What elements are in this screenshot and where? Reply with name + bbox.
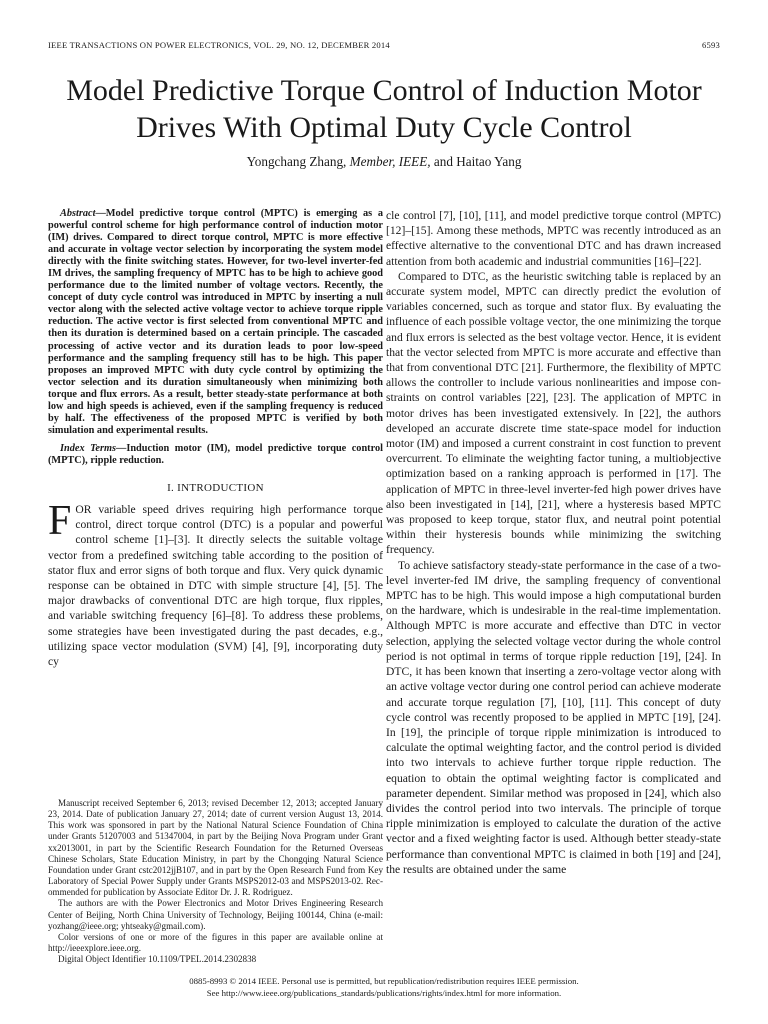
copyright-line: 0885-8993 © 2014 IEEE. Personal use is permitted, but republication/redistribution requires IEEE permission. [189, 976, 579, 986]
left-column [48, 208, 383, 669]
author-list [40, 154, 728, 170]
author-name-2: and Haitao Yang [433, 154, 522, 169]
intro-paragraph-text: OR variable speed drives requiring high performance torque control, direct torque control (DTC) is a popular and powerful control scheme [1]–[3]. It directly selects the suitable voltage vector from a predefined switching table according to the position of stator flux and error signs of both torque and flux. Very quick dynamic response can be obtained in DTC with simple structure [4], [5]. The major drawbacks of conventional DTC are high torque, flux ripples, and variable switching frequency [6]–[8]. To address these problems, some strategies have been investigated during the past decades, e.g., utilizing space vector modulation (SVM) [4], [9], incorporating duty cy [48, 502, 383, 669]
abstract [48, 208, 383, 437]
section-title-initial: I [177, 481, 182, 494]
introduction-body [48, 497, 383, 669]
right-paragraph-1: cle control [7], [10], [11], and model predictive torque control (MPTC) [12]–[15]. Among these methods, MPTC was recently introduced as an effective alternative to the conventional DTC and has drawn increased attention from both academic and industrial communities [16]–[22]. [386, 209, 721, 268]
abstract-text: —Model predictive torque control (MPTC) is emerging as a powerful control scheme for high performance control of induction motor (IM) drives. Compared to direct torque control, MPTC is more effective and accurate in voltage vector selection by incorporating the system model directly with the finite switching states. However, for two-level inverter-fed IM drives, the sampling frequency of MPTC has to be high to achieve good performance due to the limited number of voltage vectors. Recently, the concept of duty cycle control was introduced in MPTC by inserting a null vector along with the selected active voltage vector to achieve torque ripple reduction. The active vector is first selected from conventional MPTC and then its duration is determined based on a certain principle. The cascaded processing of active vector and its duration leads to poor low-speed performance and the sampling frequency still has to be high. This paper proposes an improved MPTC with duty cycle control by optimizing the vector selection and its duration simultaneously when minimizing both torque and flux errors. As a result, better steady-state performance at both low and high speeds is achieved, even if the sampling frequency is reduced by half. The effectiveness of the proposed MPTC is verified by both simulation and experimental results. [48, 208, 383, 436]
section-heading-introduction [48, 482, 383, 494]
journal-citation: IEEE TRANSACTIONS ON POWER ELECTRONICS, VOL. 29, NO. 12, DECEMBER 2014 [48, 40, 390, 50]
copyright-footer [40, 975, 728, 999]
rights-info-line: See http://www.ieee.org/publications_standards/publications/rights/index.html for more information. [206, 988, 562, 998]
right-paragraph-3: To achieve satisfactory steady-state performance in the case of a two-level inverter-fed IM drive, the sampling frequency of conventional MPTC has to be high. This would impose a high computational burden on the hardware, which is undesirable in the real-time implementation. Although MPTC is more accurate and effective than DTC in vector selection, applying the selected voltage vector during the whole control period is not optimal in terms of torque ripple reduction [19], [24]. In DTC, it has been known that inserting a zero-voltage vector along with an active voltage vector during one control period can achieve moderate and accurate torque regulation [7], [10], [11]. This concept of duty cycle control was recently proposed to be applied in MPTC [19], [24]. In [19], the principle of torque ripple minimization is introduced to calculate the optimal weighting factor, and the control period is divided into two intervals to achieve further torque ripple reduction. The equation to obtain the optimal weighting factor is complicated and parameter dependent. Similar method was proposed in [24], which also divides the control period into two intervals. The principle of torque ripple minimization is employed to calculate the duration of the active vector and a fixed weighting factor is used. Although better steady-state performance than conventional MPTC is claimed in both [19] and [24], the results are obtained under the same [386, 558, 721, 876]
page-number: 6593 [702, 40, 720, 50]
author-membership: Member, IEEE, [349, 154, 431, 169]
index-terms-label: Index Terms [60, 442, 117, 454]
section-numeral: I. [167, 481, 175, 494]
intro-paragraph [48, 497, 383, 669]
paper-title [40, 72, 728, 146]
footnote-color-versions: Color versions of one or more of the figures in this paper are available online at http://ieeexplore.ieee.org. [48, 931, 383, 954]
title-line-2: Drives With Optimal Duty Cycle Control [136, 111, 632, 144]
title-line-1: Model Predictive Torque Control of Induction Motor [66, 74, 702, 107]
index-terms-text: —Induction motor (IM), model predictive torque control (MPTC), ripple reduction. [48, 442, 383, 466]
drop-cap: F [48, 497, 72, 544]
footnote-doi: Digital Object Identifier 10.1109/TPEL.2014.2302838 [58, 954, 257, 965]
author-name-1: Yongchang Zhang, [246, 154, 347, 169]
footnote-affiliation: The authors are with the Power Electronics and Motor Drives Engineering Research Center of Beijing, North China University of Technology, Beijing 100144, China (e-mail: yozhang@ieee.org; yhtseaky@gmail.com). [48, 898, 383, 931]
section-title-rest: NTRODUCTION [181, 481, 264, 494]
index-terms [48, 443, 383, 467]
abstract-label: Abstract [60, 208, 96, 219]
right-paragraph-2: Compared to DTC, as the heuristic switching table is replaced by an accurate system model, MPTC can directly predict the evolution of variables concerned, such as torque and stator flux. By evaluating the influence of each possible voltage vector, the one minimizing the torque and flux errors is selected as the best voltage vector. Hence, it is evident that the vector selected from MPTC is more accurate and effective than that from conventional DTC [21]. Furthermore, the flexibility of MPTC allows the controller to include various nonlinearities and impose constraints on control variables [22], [23]. The application of MPTC in motor drives has been investigated extensively. In [22], the authors developed an accurate discrete time state-space model for induction motor (IM) and imposed a current constraint in cost function to prevent overcurrent. To eliminate the weighting factor tuning, a multiobjective optimization based on a ranking approach is performed in [17]. The application of MPTC in three-level inverter-fed high power drives have also been investigated in [14], [21], where a hysteresis based MPTC was proposed to keep torque, stator flux, and neutral point potential within their hysteresis bounds while minimizing the switching frequency. [386, 269, 721, 557]
running-header [48, 40, 720, 54]
first-page-footnote [48, 798, 383, 965]
footnote-manuscript: Manuscript received September 6, 2013; revised December 12, 2013; accepted January 23, 2014. Date of publication January 27, 2014; date of current version August 13, 2014. This work was sponsored in part by the National Natural Science Foundation of China under Grants 51207003 and 51347004, in part by the Beijing Nova Program under Grant xx2013001, in part by the Scientific Research Foundation for the Returned Overseas Chinese Scholars, State Education Ministry, in part by the Chongqing Natural Science Foundation under Grant cstc2012jjB107, and in part by the Open Research Fund from Key Laboratory of Special Power Supply under Grants MSPS2012-03 and MSPS2013-02. Recommended for publication by Associate Editor Dr. J. R. Rodriguez. [48, 798, 383, 898]
right-column [386, 208, 721, 877]
